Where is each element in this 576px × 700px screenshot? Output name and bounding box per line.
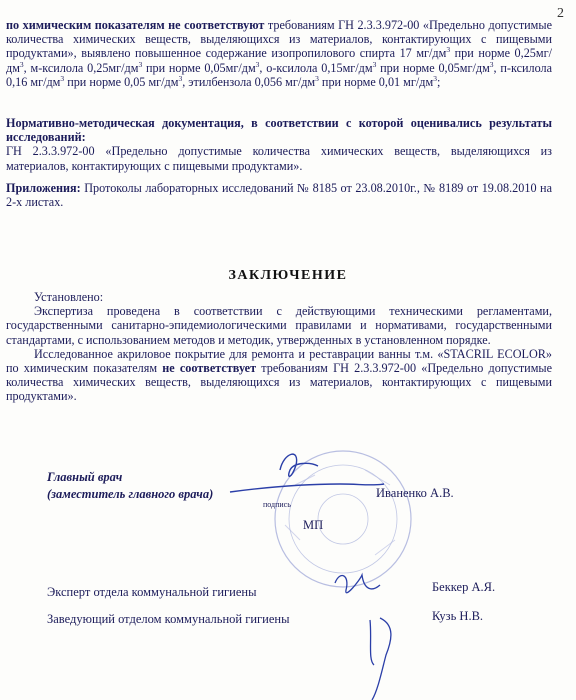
chief-signature (230, 454, 384, 492)
attachments-label: Приложения: (6, 181, 81, 195)
conclusion-heading: ЗАКЛЮЧЕНИЕ (228, 268, 348, 283)
normative-title: Нормативно-методическая документация, в соответствии с которой оценивались результаты исследований: (6, 116, 552, 145)
attachments-text: Протоколы лабораторных исследований № 8185 от 23.08.2010г., № 8189 от 19.08.2010 на 2-х листах. (6, 181, 552, 210)
findings-text: , м-ксилола 0,25мг/дм (23, 60, 139, 75)
expert-signature (335, 575, 380, 593)
unit-sup: 3 (138, 59, 143, 69)
findings-text: , п-ксилола 0,16 мг/дм (6, 60, 553, 89)
findings-text: , о-ксилола 0,15мг/дм (259, 60, 373, 75)
page-number: 2 (557, 6, 564, 21)
findings-lead: по химическим показателям (6, 18, 169, 32)
unit-sup: 3 (60, 73, 65, 83)
conclusion-p2-text: Исследованное акриловое покрытие для ремонта и реставрации ванны т.м. «STACRIL ECOLOR» по химическим показателям (6, 346, 552, 376)
unit-sup: 3 (178, 73, 183, 83)
head-title: Заведующий отделом коммунальной гигиены (47, 612, 290, 626)
deputy-title: (заместитель главного врача) (47, 487, 214, 501)
chief-doctor-title: Главный врач (47, 470, 123, 484)
signature-caption: подпись (263, 500, 291, 509)
head-name: Кузь Н.В. (432, 609, 484, 623)
chief-name: Иваненко А.В. (376, 486, 454, 500)
unit-sup: 3 (433, 73, 437, 83)
unit-sup: 3 (446, 45, 451, 55)
findings-text: ; (436, 74, 441, 89)
conclusion-p2-text: требованиям ГН 2.3.3.972-00 «Предельно допустимые количества химических веществ, выделяющихся из материалов, контактирующих с пищевыми продуктами». (6, 361, 552, 404)
findings-text: при норме 0,05мг/дм (142, 60, 256, 75)
findings-text: при норме 0,25мг/дм (6, 46, 552, 75)
conclusion-paragraph-1: Экспертиза проведена в соответствии с действующими техническими регламентами, государственными санитарно-эпидемиологическими правилами и нормативами, государственными стандартами, с использованием методов и методик, утвержденных в установленном порядке. (6, 304, 552, 347)
established-label: Установлено: (34, 290, 104, 304)
head-signature (370, 618, 391, 700)
expert-title: Эксперт отдела коммунальной гигиены (47, 585, 257, 599)
findings-verdict: не соответствуют (168, 18, 265, 32)
stamp-label: МП (303, 518, 324, 532)
findings-text: при норме 0,05 мг/дм (64, 74, 179, 89)
normative-text: ГН 2.3.3.972-00 «Предельно допустимые количества химических веществ, выделяющихся из материалов, контактирующих с пищевыми продуктами». (6, 144, 552, 173)
unit-sup: 3 (19, 59, 24, 69)
expert-name: Беккер А.Я. (432, 580, 496, 594)
findings-text: при норме 0,05мг/дм (376, 60, 490, 75)
findings-text: требованиям ГН 2.3.3.972-00 «Предельно допустимые количества химических веществ, выделяющихся из материалов, контактирующих с пищевыми продуктами», выявлено повышенное содержание изопропилового спирта 17 мг/дм (6, 18, 552, 61)
findings-text: , этилбензола 0,056 мг/дм (182, 74, 316, 89)
unit-sup: 3 (255, 59, 260, 69)
conclusion-verdict: не соответствует (162, 361, 257, 376)
findings-text: при норме 0,01 мг/дм (318, 74, 434, 89)
unit-sup: 3 (372, 59, 377, 69)
unit-sup: 3 (489, 59, 494, 69)
unit-sup: 3 (315, 73, 319, 83)
